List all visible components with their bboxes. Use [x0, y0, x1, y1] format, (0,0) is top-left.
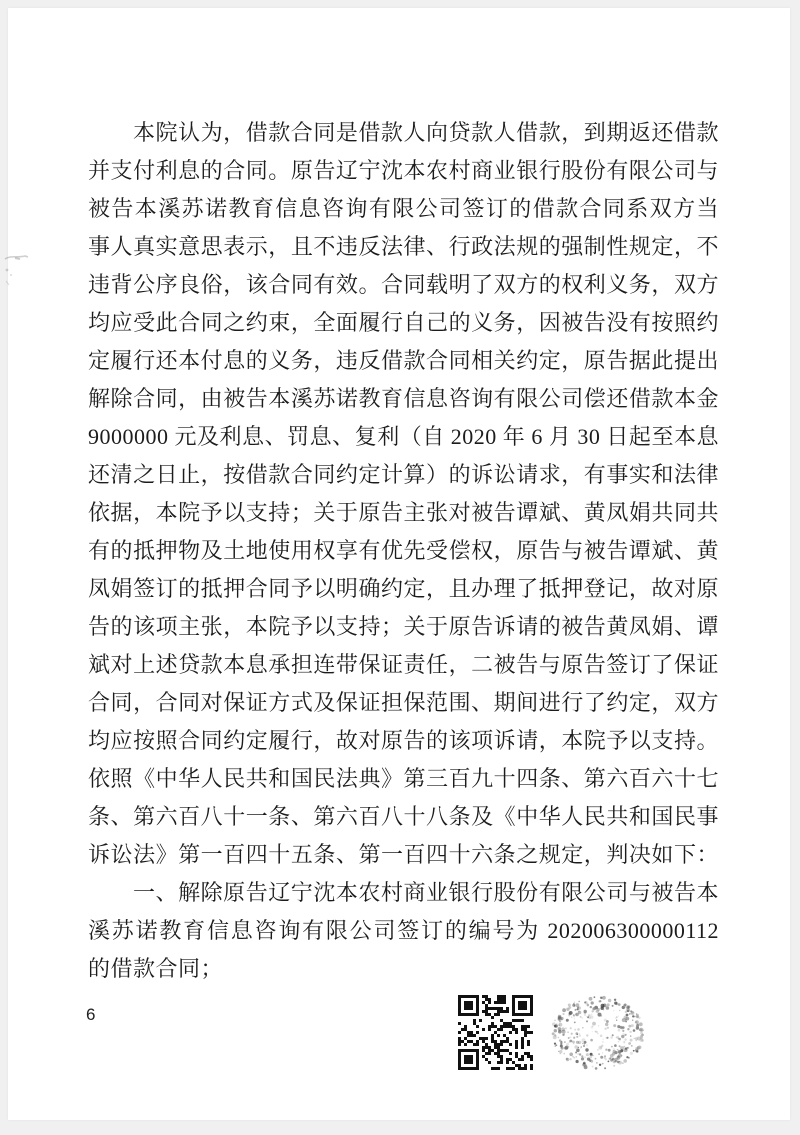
judgment-line: 溪苏诺教育信息咨询有限公司签订的编号为 202006300000112: [88, 918, 719, 943]
judgment-line: 告的该项主张，本院予以支持；关于原告诉请的被告黄凤娟、谭: [88, 614, 719, 639]
judgment-line: 事人真实意思表示，且不违反法律、行政法规的强制性规定，不: [88, 234, 719, 259]
judgment-line: 依照《中华人民共和国民法典》第三百九十四条、第六百六十七: [88, 766, 719, 791]
judgment-line: 斌对上述贷款本息承担连带保证责任，二被告与原告签订了保证: [88, 652, 719, 677]
page-number: 6: [86, 1005, 96, 1024]
judgment-body-text: [88, 114, 719, 988]
judgment-line: 被告本溪苏诺教育信息咨询有限公司签订的借款合同系双方当: [88, 196, 719, 221]
judgment-line: 本院认为，借款合同是借款人向贷款人借款，到期返还借款: [133, 120, 719, 145]
judgment-line: 还清之日止，按借款合同约定计算）的诉讼请求，有事实和法律: [88, 462, 719, 487]
judgment-line: 均应受此合同之约束，全面履行自己的义务，因被告没有按照约: [88, 310, 719, 335]
judgment-line: 定履行还本付息的义务，违反借款合同相关约定，原告据此提出: [88, 348, 719, 373]
judgment-line: 均应按照合同约定履行，故对原告的该项诉请，本院予以支持。: [88, 728, 719, 753]
judgment-line: 有的抵押物及土地使用权享有优先受偿权，原告与被告谭斌、黄: [88, 538, 719, 563]
judgment-line: 违背公序良俗，该合同有效。合同载明了双方的权利义务，双方: [88, 272, 719, 297]
judgment-line: 一、解除原告辽宁沈本农村商业银行股份有限公司与被告本: [133, 880, 719, 905]
judgment-line: 并支付利息的合同。原告辽宁沈本农村商业银行股份有限公司与: [88, 158, 719, 183]
scan-smudge-artifact: [1, 250, 37, 296]
judgment-line: 解除合同，由被告本溪苏诺教育信息咨询有限公司偿还借款本金: [88, 386, 719, 411]
judgment-line: 诉讼法》第一百四十五条、第一百四十六条之规定，判决如下：: [88, 842, 719, 867]
judgment-line: 凤娟签订的抵押合同予以明确约定，且办理了抵押登记，故对原: [88, 576, 719, 601]
court-seal-stamp: [546, 993, 650, 1073]
judgment-line: 依据，本院予以支持；关于原告主张对被告谭斌、黄凤娟共同共: [88, 500, 719, 525]
judgment-line: 9000000 元及利息、罚息、复利（自 2020 年 6 月 30 日起至本息: [88, 424, 719, 449]
qr-code: [458, 995, 533, 1070]
judgment-line: 合同，合同对保证方式及保证担保范围、期间进行了约定，双方: [88, 690, 719, 715]
judgment-line: 的借款合同；: [88, 956, 224, 981]
judgment-line: 条、第六百八十一条、第六百八十八条及《中华人民共和国民事: [88, 804, 719, 829]
document-page: [8, 8, 790, 1120]
